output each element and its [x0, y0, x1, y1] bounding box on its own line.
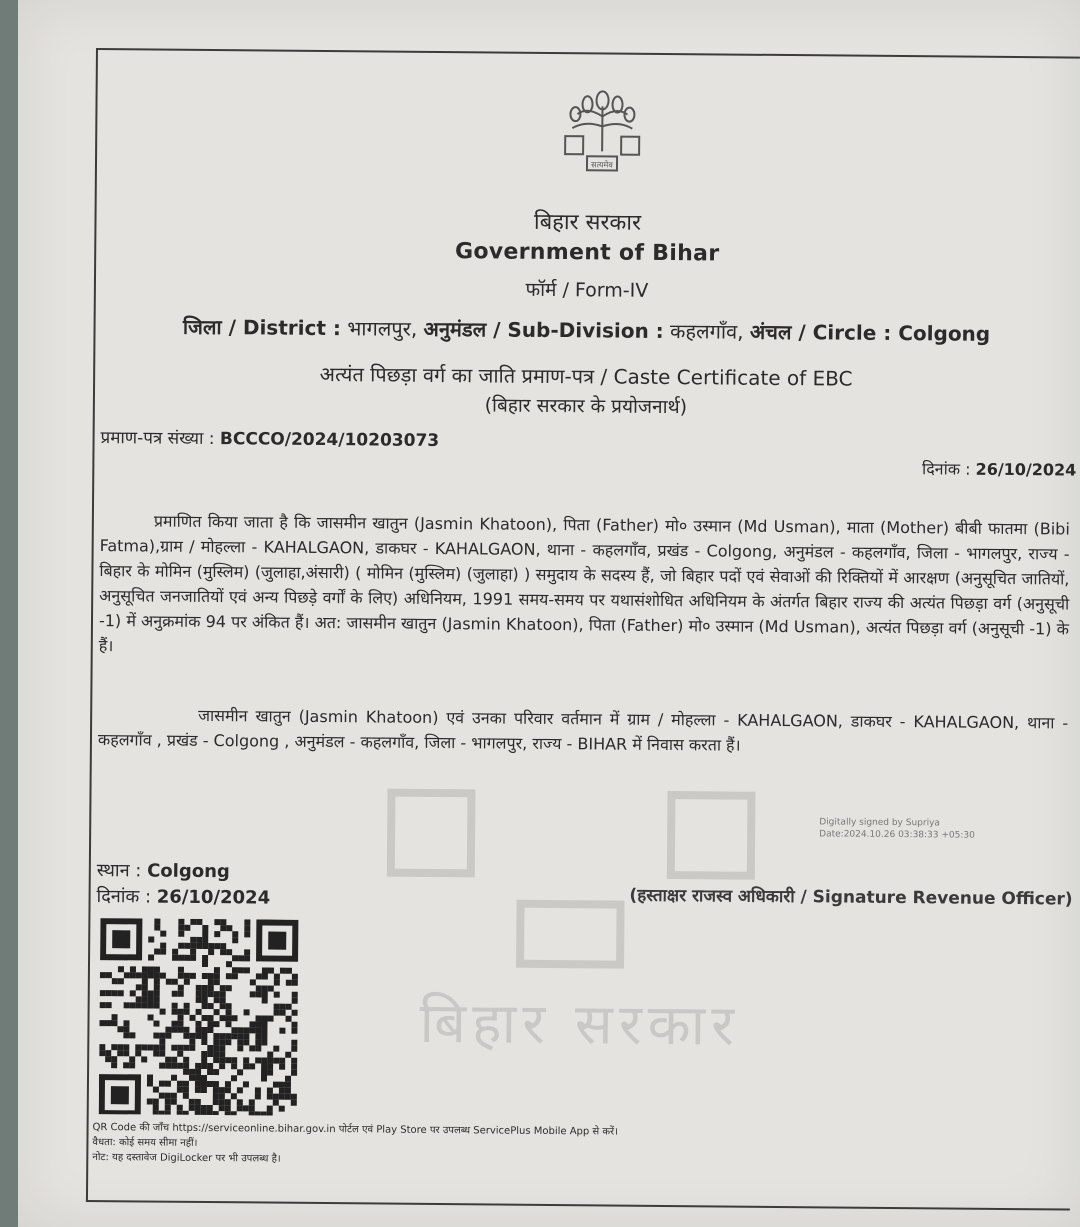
- digital-signature: [819, 816, 975, 841]
- certificate-paragraph-1: प्रमाणित किया जाता है कि जासमीन खातुन (Jasmin Khatoon), पिता (Father) मो० उस्मान (Md Usman), माता (Mother) बीबी फातमा (Bibi Fatma),ग्राम / मोहल्ला - KAHALGAON, डाकघर - KAHALGAON, थाना - कहलगाँव, प्रखंड - Colgong, अनुमंडल - कहलगाँव, जिला - भागलपुर, राज्य - बिहार के मोमिन (मुस्लिम) (जुलाहा,अंसारी) ( मोमिन (मुस्लिम) (जुलाहा) ) समुदाय के सदस्य हैं, जो बिहार पदों एवं सेवाओं की रिक्तियों में आरक्षण (अनुसूचित जातियों, अनुसूचित जनजातियों एवं अन्य पिछड़े वर्गों के लिए) अधिनियम, 1991 समय-समय पर यथासंशोधित अधिनियम के अंतर्गत बिहार राज्य की अत्यंत पिछड़ा वर्ग (अनुसूची -1) में अनुक्रमांक 94 पर अंकित हैं। अत: जासमीन खातुन (Jasmin Khatoon), पिता (Father) मो० उस्मान (Md Usman), अत्यंत पिछड़ा वर्ग (अनुसूची -1) के हैं।: [98, 511, 1070, 656]
- watermark-text: बिहार सरकार: [419, 990, 741, 1059]
- footer-line-1: QR Code की जाँच https://serviceonline.bihar.gov.in पोर्टल एवं Play Store पर उपलब्ध ServicePlus Mobile App से करें।: [92, 1122, 618, 1138]
- form-label: फॉर्म / Form-IV: [525, 278, 649, 302]
- footer-line-3: नोट: यह दस्तावेज DigiLocker पर भी उपलब्ध है।: [92, 1152, 281, 1165]
- district-value: भागलपुर,: [340, 316, 424, 341]
- certificate-paragraph-2: जासमीन खातुन (Jasmin Khatoon) एवं उनका परिवार वर्तमान में ग्राम / मोहल्ला - KAHALGAON, डाकघर - KAHALGAON, थाना - कहलगाँव , प्रखंड - Colgong , अनुमंडल - कहलगाँव, जिला - भागलपुर, राज्य - BIHAR में निवास करता हैं।: [97, 705, 1069, 755]
- place-block: [96, 858, 270, 912]
- certificate-number-label: प्रमाण-पत्र संख्या :: [100, 428, 221, 450]
- certificate-number: [101, 425, 440, 451]
- emblem-motto: सत्यमेव: [591, 160, 613, 170]
- subdivision-value: कहलगाँव,: [663, 318, 751, 344]
- footer-line-2: वैधता: कोई समय सीमा नहीं।: [92, 1137, 198, 1149]
- certificate-title: अत्यंत पिछड़ा वर्ग का जाति प्रमाण-पत्र / Caste Certificate of EBC: [319, 361, 853, 391]
- digital-signature-line-1: Digitally signed by Supriya: [819, 817, 940, 829]
- place-value: Colgong: [147, 860, 230, 883]
- gov-title-hindi: बिहार सरकार: [533, 209, 642, 236]
- footer-notes: [92, 1120, 618, 1170]
- circle-value: Colgong: [891, 320, 991, 346]
- place-date-label: दिनांक :: [96, 886, 157, 908]
- district-label: जिला / District :: [182, 314, 342, 341]
- subdivision-label: अनुमंडल / Sub-Division :: [423, 316, 664, 343]
- district-line: [95, 312, 1077, 348]
- certificate-frame: [86, 48, 1080, 1211]
- circle-label: अंचल / Circle :: [749, 319, 892, 345]
- digital-signature-line-2: Date:2024.10.26 03:38:33 +05:30: [819, 829, 975, 841]
- place-label: स्थान :: [96, 860, 148, 882]
- place-date-value: 26/10/2024: [156, 886, 271, 909]
- certificate-date-value: 26/10/2024: [975, 459, 1077, 480]
- certificate-purpose: (बिहार सरकार के प्रयोजनार्थ): [484, 394, 688, 419]
- certificate-number-value: BCCCO/2024/10203073: [219, 429, 440, 452]
- certificate-date-label: दिनांक :: [922, 459, 976, 479]
- certificate-date: [922, 457, 1076, 480]
- signature-label: (हस्ताक्षर राजस्व अधिकारी / Signature Revenue Officer): [629, 885, 1073, 910]
- certificate-paper: [18, 0, 1080, 1227]
- qr-code-icon[interactable]: [99, 918, 301, 1116]
- gov-title-english: Government of Bihar: [454, 239, 720, 267]
- bihar-emblem-icon: [557, 86, 648, 182]
